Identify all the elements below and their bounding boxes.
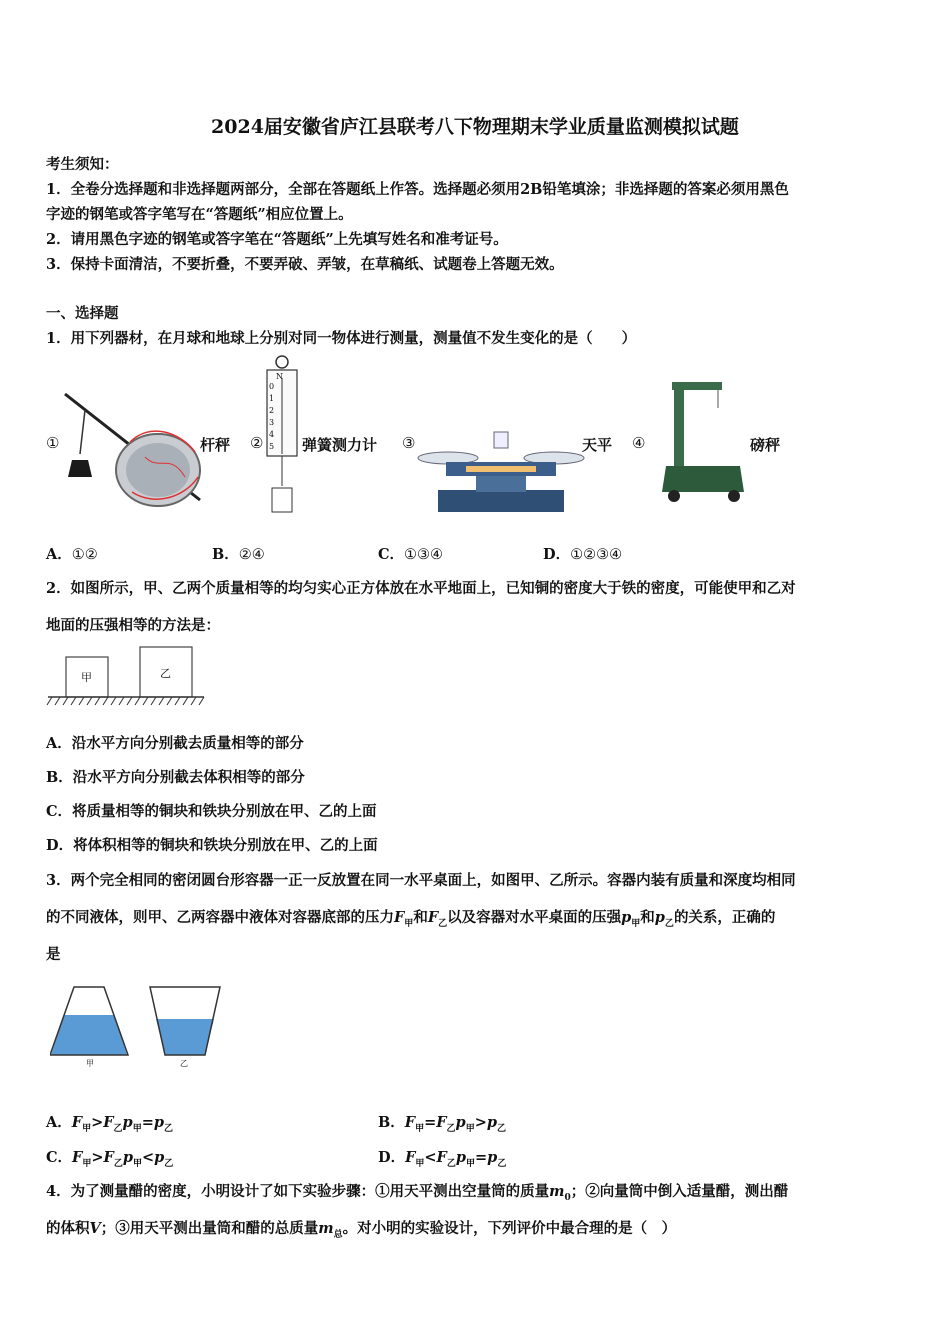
q1-option-d[interactable]: D．①②③④ bbox=[543, 546, 623, 563]
q3-option-d[interactable]: D．$F_甲<F_乙p_甲=p_乙$ bbox=[378, 1149, 507, 1169]
q1-option-c[interactable]: C．①③④ bbox=[378, 546, 444, 563]
balance-image bbox=[416, 428, 586, 518]
q1-option-b[interactable]: B．②④ bbox=[212, 546, 265, 563]
q2-stem: 2．如图所示，甲、乙两个质量相等的均匀实心正方体放在水平地面上，已知铜的密度大于铁的密度，可能使甲和乙对 bbox=[46, 580, 796, 597]
q2-figure bbox=[46, 645, 206, 707]
notice-item: 1．全卷分选择题和非选择题两部分，全部在答题纸上作答。选择题必须用2B铅笔填涂；非选择题的答案必须用黑色 bbox=[46, 181, 789, 198]
q2-option-b[interactable]: B．沿水平方向分别截去体积相等的部分 bbox=[46, 769, 305, 786]
scale-tick: N bbox=[276, 372, 283, 381]
instrument-label: 磅秤 bbox=[750, 436, 781, 454]
notice-item: 3．保持卡面清洁，不要折叠，不要弄破、弄皱，在草稿纸、试题卷上答题无效。 bbox=[46, 256, 564, 273]
steelyard-image bbox=[60, 382, 210, 512]
page-title: 2024届安徽省庐江县联考八下物理期末学业质量监测模拟试题 bbox=[211, 116, 739, 138]
cubes-diagram bbox=[46, 645, 206, 707]
scale-tick: 0 bbox=[269, 382, 275, 391]
q3-figure bbox=[50, 985, 230, 1075]
scale-tick: 3 bbox=[269, 418, 275, 427]
q4-stem: 的体积V；③用天平测出量筒和醋的总质量$m_总$。对小明的实验设计，下列评价中最合理的是（ ） bbox=[46, 1220, 677, 1240]
cube-label-yi: 乙 bbox=[160, 667, 171, 680]
instrument-label: 天平 bbox=[582, 436, 613, 454]
scale-tick: 4 bbox=[269, 430, 275, 439]
q2-stem: 地面的压强相等的方法是： bbox=[46, 617, 220, 634]
q3-stem: 的不同液体，则甲、乙两容器中液体对容器底部的压力$F_甲$和$F_乙$以及容器对水平桌面的压强$p_甲$和$p_乙$的关系，正确的 bbox=[46, 909, 776, 929]
q3-option-c[interactable]: C．$F_甲>F_乙p_甲<p_乙$ bbox=[46, 1149, 174, 1169]
instrument-number: ③ bbox=[402, 434, 416, 452]
container-label-yi: 乙 bbox=[180, 1059, 188, 1068]
q3-option-b[interactable]: B．$F_甲=F_乙p_甲>p_乙$ bbox=[378, 1114, 507, 1134]
q1-figure bbox=[40, 352, 900, 522]
q1-stem: 1．用下列器材，在月球和地球上分别对同一物体进行测量，测量值不发生变化的是（ ） bbox=[46, 330, 637, 347]
instrument-number: ④ bbox=[632, 434, 646, 452]
container-label-jia: 甲 bbox=[86, 1059, 94, 1068]
containers-diagram bbox=[50, 985, 230, 1060]
q4-stem: 4．为了测量醋的密度，小明设计了如下实验步骤：①用天平测出空量筒的质量$m_0$；②向量筒中倒入适量醋，测出醋 bbox=[46, 1183, 789, 1203]
notice-heading: 考生须知： bbox=[46, 156, 119, 173]
section-heading: 一、选择题 bbox=[46, 305, 119, 322]
q3-stem: 是 bbox=[46, 946, 61, 963]
q1-option-a[interactable]: A．①② bbox=[46, 546, 98, 563]
scale-tick: 2 bbox=[269, 406, 275, 415]
instrument-number: ① bbox=[46, 434, 60, 452]
q3-option-a[interactable]: A．$F_甲>F_乙p_甲=p_乙$ bbox=[46, 1114, 174, 1134]
cube-label-jia: 甲 bbox=[81, 671, 92, 684]
instrument-label: 弹簧测力计 bbox=[302, 436, 378, 454]
scale-tick: 5 bbox=[269, 442, 275, 451]
q2-option-a[interactable]: A．沿水平方向分别截去质量相等的部分 bbox=[46, 735, 304, 752]
instrument-label: 杆秤 bbox=[200, 436, 231, 454]
notice-item: 2．请用黑色字迹的钢笔或答字笔在“答题纸”上先填写姓名和准考证号。 bbox=[46, 231, 508, 248]
instrument-number: ② bbox=[250, 434, 264, 452]
q2-option-c[interactable]: C．将质量相等的铜块和铁块分别放在甲、乙的上面 bbox=[46, 803, 377, 820]
platform-scale-image bbox=[660, 380, 750, 505]
scale-tick: 1 bbox=[269, 394, 275, 403]
q2-option-d[interactable]: D．将体积相等的铜块和铁块分别放在甲、乙的上面 bbox=[46, 837, 378, 854]
q3-stem: 3．两个完全相同的密闭圆台形容器一正一反放置在同一水平桌面上，如图甲、乙所示。容器内装有质量和深度均相同 bbox=[46, 872, 796, 889]
notice-item: 字迹的钢笔或答字笔写在“答题纸”相应位置上。 bbox=[46, 206, 353, 223]
